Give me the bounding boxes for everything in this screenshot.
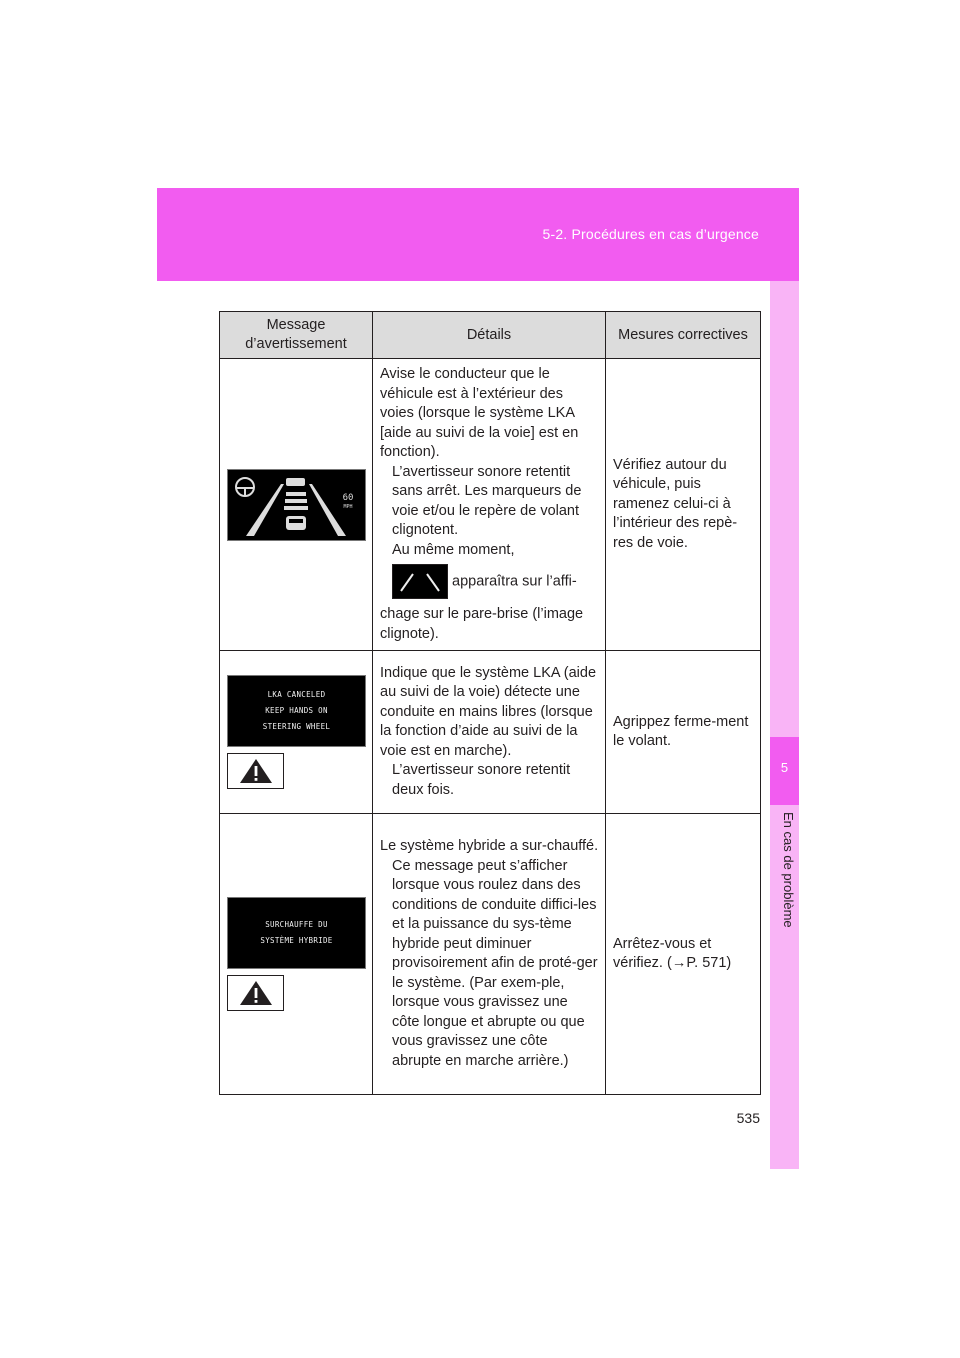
details-sub2: Au même moment, <box>392 541 515 558</box>
details-sub: L’avertisseur sonore retentit sans arrêt. Les marqueurs de voie et/ou le repère de volant clignotent. <box>392 463 582 538</box>
action-cell: Vérifiez autour du véhicule, puis ramenez celui-ci à l’intérieur des repè-res de voie. <box>606 359 761 651</box>
hud-line <box>392 564 599 599</box>
display-line: KEEP HANDS ON <box>265 706 328 715</box>
details-cell <box>373 651 606 814</box>
details-inline: apparaîtra sur l’affi- <box>452 573 577 590</box>
table-row <box>220 651 761 814</box>
table-header-row <box>220 312 761 359</box>
chapter-side-tab <box>770 281 799 1169</box>
action-cell <box>606 814 761 1095</box>
speed-unit: MPH <box>343 503 353 510</box>
page-number: 535 <box>736 1110 760 1126</box>
table-row <box>220 814 761 1095</box>
details-end: chage sur le pare-brise (l’image clignote). <box>380 606 584 642</box>
display-line: SURCHAUFFE DU <box>265 920 328 929</box>
lane-departure-display <box>227 469 366 541</box>
details-main: Le système hybride a sur-chauffé. <box>380 838 599 854</box>
message-cell <box>220 359 373 651</box>
chapter-number: 5 <box>780 760 789 775</box>
warning-triangle-icon <box>227 753 284 789</box>
details-main: Avise le conducteur que le véhicule est à l’extérieur des voies (lorsque le système LKA [aide au suivi de la voie] est en fonction). <box>380 366 579 460</box>
lka-canceled-display <box>227 675 366 747</box>
speed-value: 60 <box>342 492 354 503</box>
chapter-label: En cas de problème <box>781 812 796 928</box>
page-reference-link[interactable]: P. 571) <box>686 955 732 971</box>
message-cell <box>220 814 373 1095</box>
details-cell <box>373 814 606 1095</box>
section-header-band <box>157 188 799 281</box>
display-line: STEERING WHEEL <box>262 722 331 731</box>
display-line: LKA CANCELED <box>267 690 326 699</box>
header-details: Détails <box>373 312 606 359</box>
details-sub: Ce message peut s’afficher lorsque vous roulez dans des conditions de conduite diffici-les et la puissance du sys-tème hybride peut diminuer provisoirement afin de proté-ger le système. (Par exem-ple, lorsque vous gravissez une côte longue et abrupte ou que vous gravissez une côte abrupte en marche arrière.) <box>392 857 598 1069</box>
hybrid-overheat-display <box>227 897 366 969</box>
details-sub: L’avertisseur sonore retentit deux fois. <box>392 762 571 798</box>
details-main: Indique que le système LKA (aide au suivi de la voie) détecte une conduite en mains libres (lorsque la fonction d’aide au suivi de la voie est en marche). <box>380 664 597 759</box>
lane-departure-image <box>228 470 365 540</box>
header-actions: Mesures correctives <box>606 312 761 359</box>
details-cell <box>373 359 606 651</box>
arrow-icon: → <box>671 955 687 971</box>
action-cell: Agrippez ferme-ment le volant. <box>606 651 761 814</box>
message-cell <box>220 651 373 814</box>
warning-table <box>219 311 761 1095</box>
section-title: 5-2. Procédures en cas d’urgence <box>542 226 759 242</box>
display-line: SYSTÈME HYBRIDE <box>260 936 333 945</box>
warning-triangle-icon <box>227 975 284 1011</box>
action-text: Arrêtez-vous et vérifiez. ( <box>613 935 712 971</box>
header-message: Message d’avertissement <box>220 312 373 359</box>
hud-lane-icon <box>392 564 448 599</box>
table-row <box>220 359 761 651</box>
